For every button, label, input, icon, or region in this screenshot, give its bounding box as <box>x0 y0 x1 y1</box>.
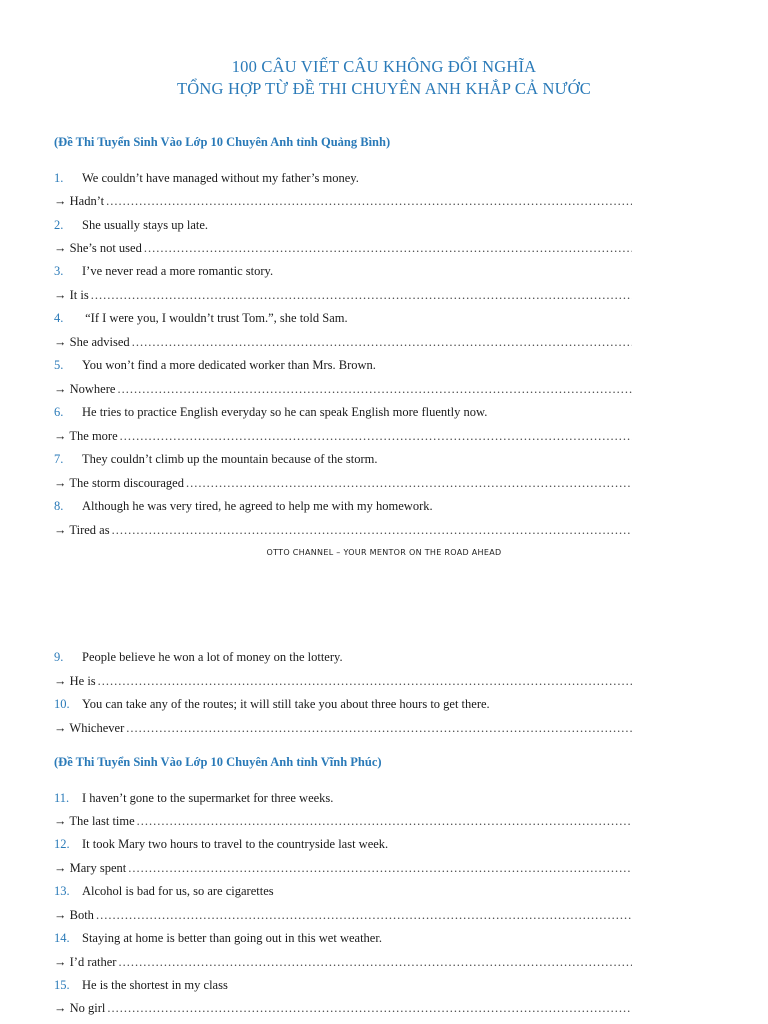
answer-blank[interactable] <box>96 908 632 923</box>
question-text: I haven’t gone to the supermarket for three weeks. <box>82 791 334 805</box>
answer-blank[interactable] <box>144 241 632 256</box>
question-item <box>54 358 376 373</box>
answer-prompt: → It is <box>54 288 89 302</box>
question-number: 15. <box>54 978 70 992</box>
answer-blank[interactable] <box>128 861 632 876</box>
question-text: Alcohol is bad for us, so are cigarettes <box>82 884 274 898</box>
answer-line[interactable] <box>54 674 632 689</box>
question-text: “If I were you, I wouldn’t trust Tom.”, she told Sam. <box>82 311 348 325</box>
question-item <box>54 264 273 279</box>
answer-line[interactable] <box>54 429 632 444</box>
answer-prompt: → No girl <box>54 1001 106 1015</box>
question-item <box>54 650 343 665</box>
answer-blank[interactable] <box>107 1001 632 1016</box>
answer-blank[interactable] <box>120 429 632 444</box>
question-item <box>54 931 382 946</box>
answer-line[interactable] <box>54 1001 632 1016</box>
question-number: 10. <box>54 697 70 711</box>
answer-line[interactable] <box>54 721 632 736</box>
answer-blank[interactable] <box>91 288 632 303</box>
question-item <box>54 311 348 326</box>
question-text: We couldn’t have managed without my father’s money. <box>82 171 359 185</box>
page-footer: OTTO CHANNEL – YOUR MENTOR ON THE ROAD AHEAD <box>266 548 502 557</box>
answer-prompt: → Tired as <box>54 523 110 537</box>
question-text: Staying at home is better than going out in this wet weather. <box>82 931 382 945</box>
question-item <box>54 171 359 186</box>
question-item <box>54 791 333 806</box>
answer-blank[interactable] <box>98 674 632 689</box>
question-item <box>54 499 433 514</box>
section-heading-quang-binh: (Đề Thi Tuyển Sinh Vào Lớp 10 Chuyên Anh tỉnh Quảng Bình) <box>54 135 391 149</box>
question-item <box>54 697 490 712</box>
answer-line[interactable] <box>54 335 632 350</box>
question-text: She usually stays up late. <box>82 218 209 232</box>
question-number: 12. <box>54 837 70 851</box>
answer-prompt: → Mary spent <box>54 861 127 875</box>
answer-line[interactable] <box>54 476 632 491</box>
answer-blank[interactable] <box>137 814 632 829</box>
answer-blank[interactable] <box>186 476 632 491</box>
question-number: 2. <box>54 218 64 232</box>
question-number: 11. <box>54 791 70 805</box>
answer-blank[interactable] <box>126 721 632 736</box>
question-number: 4. <box>54 311 64 325</box>
answer-line[interactable] <box>54 908 632 923</box>
question-text: Although he was very tired, he agreed to help me with my homework. <box>82 499 433 513</box>
question-text: You can take any of the routes; it will still take you about three hours to get there. <box>82 697 490 711</box>
question-number: 1. <box>54 171 64 185</box>
question-text: You won’t find a more dedicated worker than Mrs. Brown. <box>82 358 376 372</box>
question-text: He is the shortest in my class <box>82 978 228 992</box>
answer-line[interactable] <box>54 288 632 303</box>
answer-prompt: → I’d rather <box>54 955 117 969</box>
answer-line[interactable] <box>54 814 632 829</box>
question-number: 6. <box>54 405 64 419</box>
question-item <box>54 218 208 233</box>
answer-prompt: → She’s not used <box>54 241 142 255</box>
question-number: 14. <box>54 931 70 945</box>
question-item <box>54 405 487 420</box>
answer-blank[interactable] <box>106 194 632 209</box>
answer-blank[interactable] <box>117 382 632 397</box>
question-text: I’ve never read a more romantic story. <box>82 264 274 278</box>
answer-blank[interactable] <box>112 523 632 538</box>
answer-prompt: → The last time <box>54 814 135 828</box>
answer-prompt: → Whichever <box>54 721 125 735</box>
question-item <box>54 837 388 852</box>
answer-line[interactable] <box>54 861 632 876</box>
answer-prompt: → Hadn’t <box>54 194 105 208</box>
question-number: 9. <box>54 650 64 664</box>
question-item <box>54 978 228 993</box>
answer-prompt: → She advised <box>54 335 130 349</box>
answer-line[interactable] <box>54 955 632 970</box>
question-number: 3. <box>54 264 64 278</box>
question-number: 8. <box>54 499 64 513</box>
question-text: They couldn’t climb up the mountain because of the storm. <box>82 452 378 466</box>
section-heading-vinh-phuc: (Đề Thi Tuyển Sinh Vào Lớp 10 Chuyên Anh tỉnh Vĩnh Phúc) <box>54 755 382 769</box>
page-title-line2: TỔNG HỢP TỪ ĐỀ THI CHUYÊN ANH KHẮP CẢ NƯỚC <box>177 79 591 98</box>
question-number: 5. <box>54 358 64 372</box>
question-item <box>54 884 274 899</box>
page-title-line1: 100 CÂU VIẾT CÂU KHÔNG ĐỔI NGHĨA <box>231 57 537 76</box>
answer-line[interactable] <box>54 194 632 209</box>
answer-prompt: → Both <box>54 908 94 922</box>
question-item <box>54 452 378 467</box>
answer-prompt: → He is <box>54 674 96 688</box>
answer-line[interactable] <box>54 241 632 256</box>
answer-blank[interactable] <box>118 955 632 970</box>
answer-prompt: → The more <box>54 429 118 443</box>
question-text: He tries to practice English everyday so he can speak English more fluently now. <box>82 405 488 419</box>
answer-prompt: → The storm discouraged <box>54 476 184 490</box>
answer-blank[interactable] <box>132 335 632 350</box>
question-text: It took Mary two hours to travel to the countryside last week. <box>82 837 389 851</box>
question-text: People believe he won a lot of money on the lottery. <box>82 650 343 664</box>
question-number: 7. <box>54 452 64 466</box>
answer-prompt: → Nowhere <box>54 382 116 396</box>
answer-line[interactable] <box>54 523 632 538</box>
answer-line[interactable] <box>54 382 632 397</box>
question-number: 13. <box>54 884 70 898</box>
